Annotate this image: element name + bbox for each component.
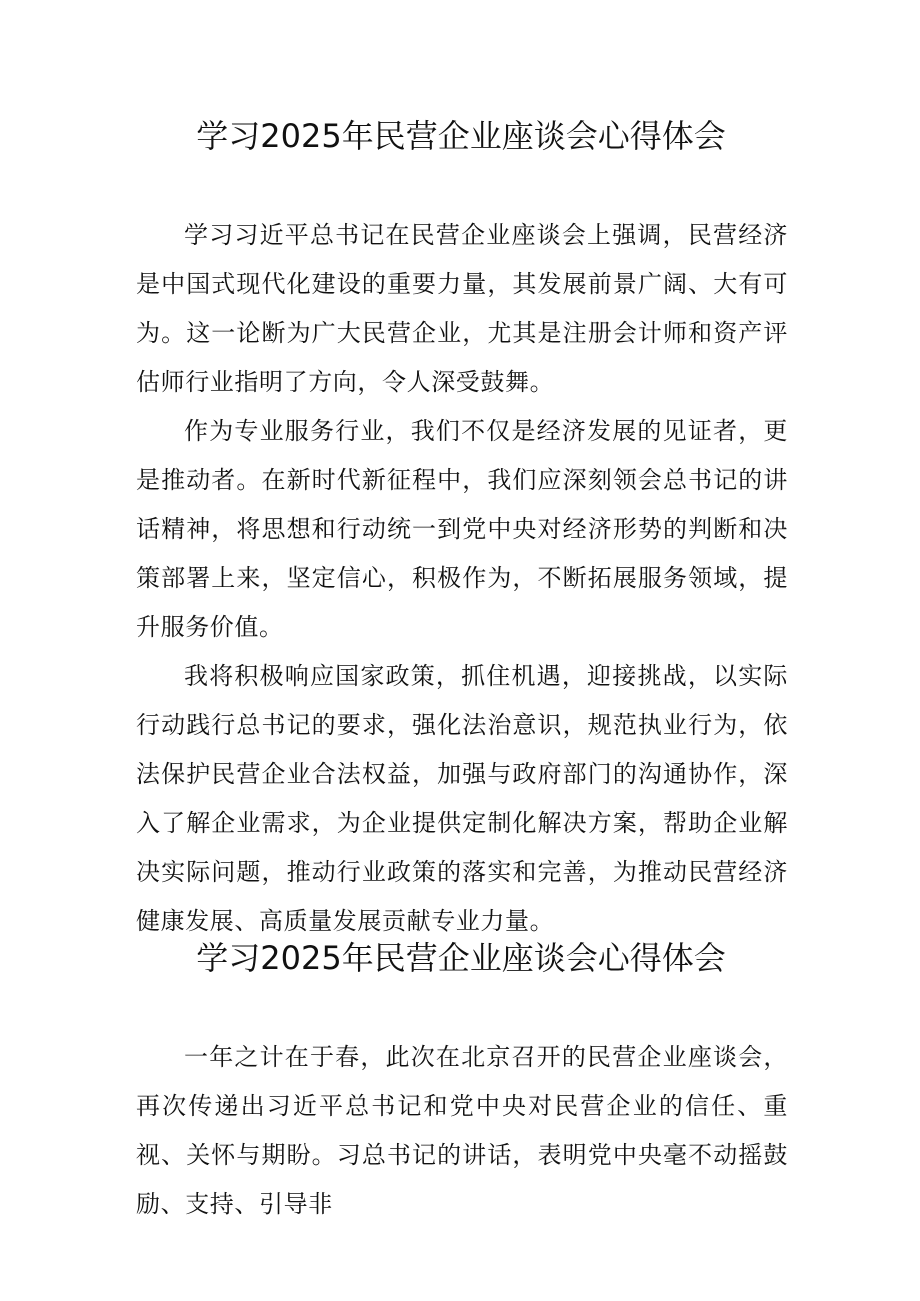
section-1-paragraph-2: 作为专业服务行业，我们不仅是经济发展的见证者，更是推动者。在新时代新征程中，我们应深刻领会总书记的讲话精神，将思想和行动统一到党中央对经济形势的判断和决策部署上来，坚定信心，积极作为，不断拓展服务领域，提升服务价值。 xyxy=(136,417,788,641)
section-1-paragraph-3: 我将积极响应国家政策，抓住机遇，迎接挑战，以实际行动践行总书记的要求，强化法治意识，规范执业行为，依法保护民营企业合法权益，加强与政府部门的沟通协作，深入了解企业需求，为企业提供定制化解决方案，帮助企业解决实际问题，推动行业政策的落实和完善，为推动民营经济健康发展、高质量发展贡献专业力量。 xyxy=(136,662,788,935)
section-2-paragraph-1: 一年之计在于春，此次在北京召开的民营企业座谈会，再次传递出习近平总书记和党中央对民营企业的信任、重视、关怀与期盼。习总书记的讲话，表明党中央毫不动摇鼓励、支持、引导非 xyxy=(136,1043,788,1218)
section-2-body xyxy=(136,1033,788,1229)
section-1-body xyxy=(136,211,788,946)
section-1-title: 学习2025年民营企业座谈会心得体会 xyxy=(196,117,726,155)
section-2-title: 学习2025年民营企业座谈会心得体会 xyxy=(196,939,726,977)
section-1-paragraph-1: 学习习近平总书记在民营企业座谈会上强调，民营经济是中国式现代化建设的重要力量，其发展前景广阔、大有可为。这一论断为广大民营企业，尤其是注册会计师和资产评估师行业指明了方向，令人深受鼓舞。 xyxy=(136,221,788,396)
